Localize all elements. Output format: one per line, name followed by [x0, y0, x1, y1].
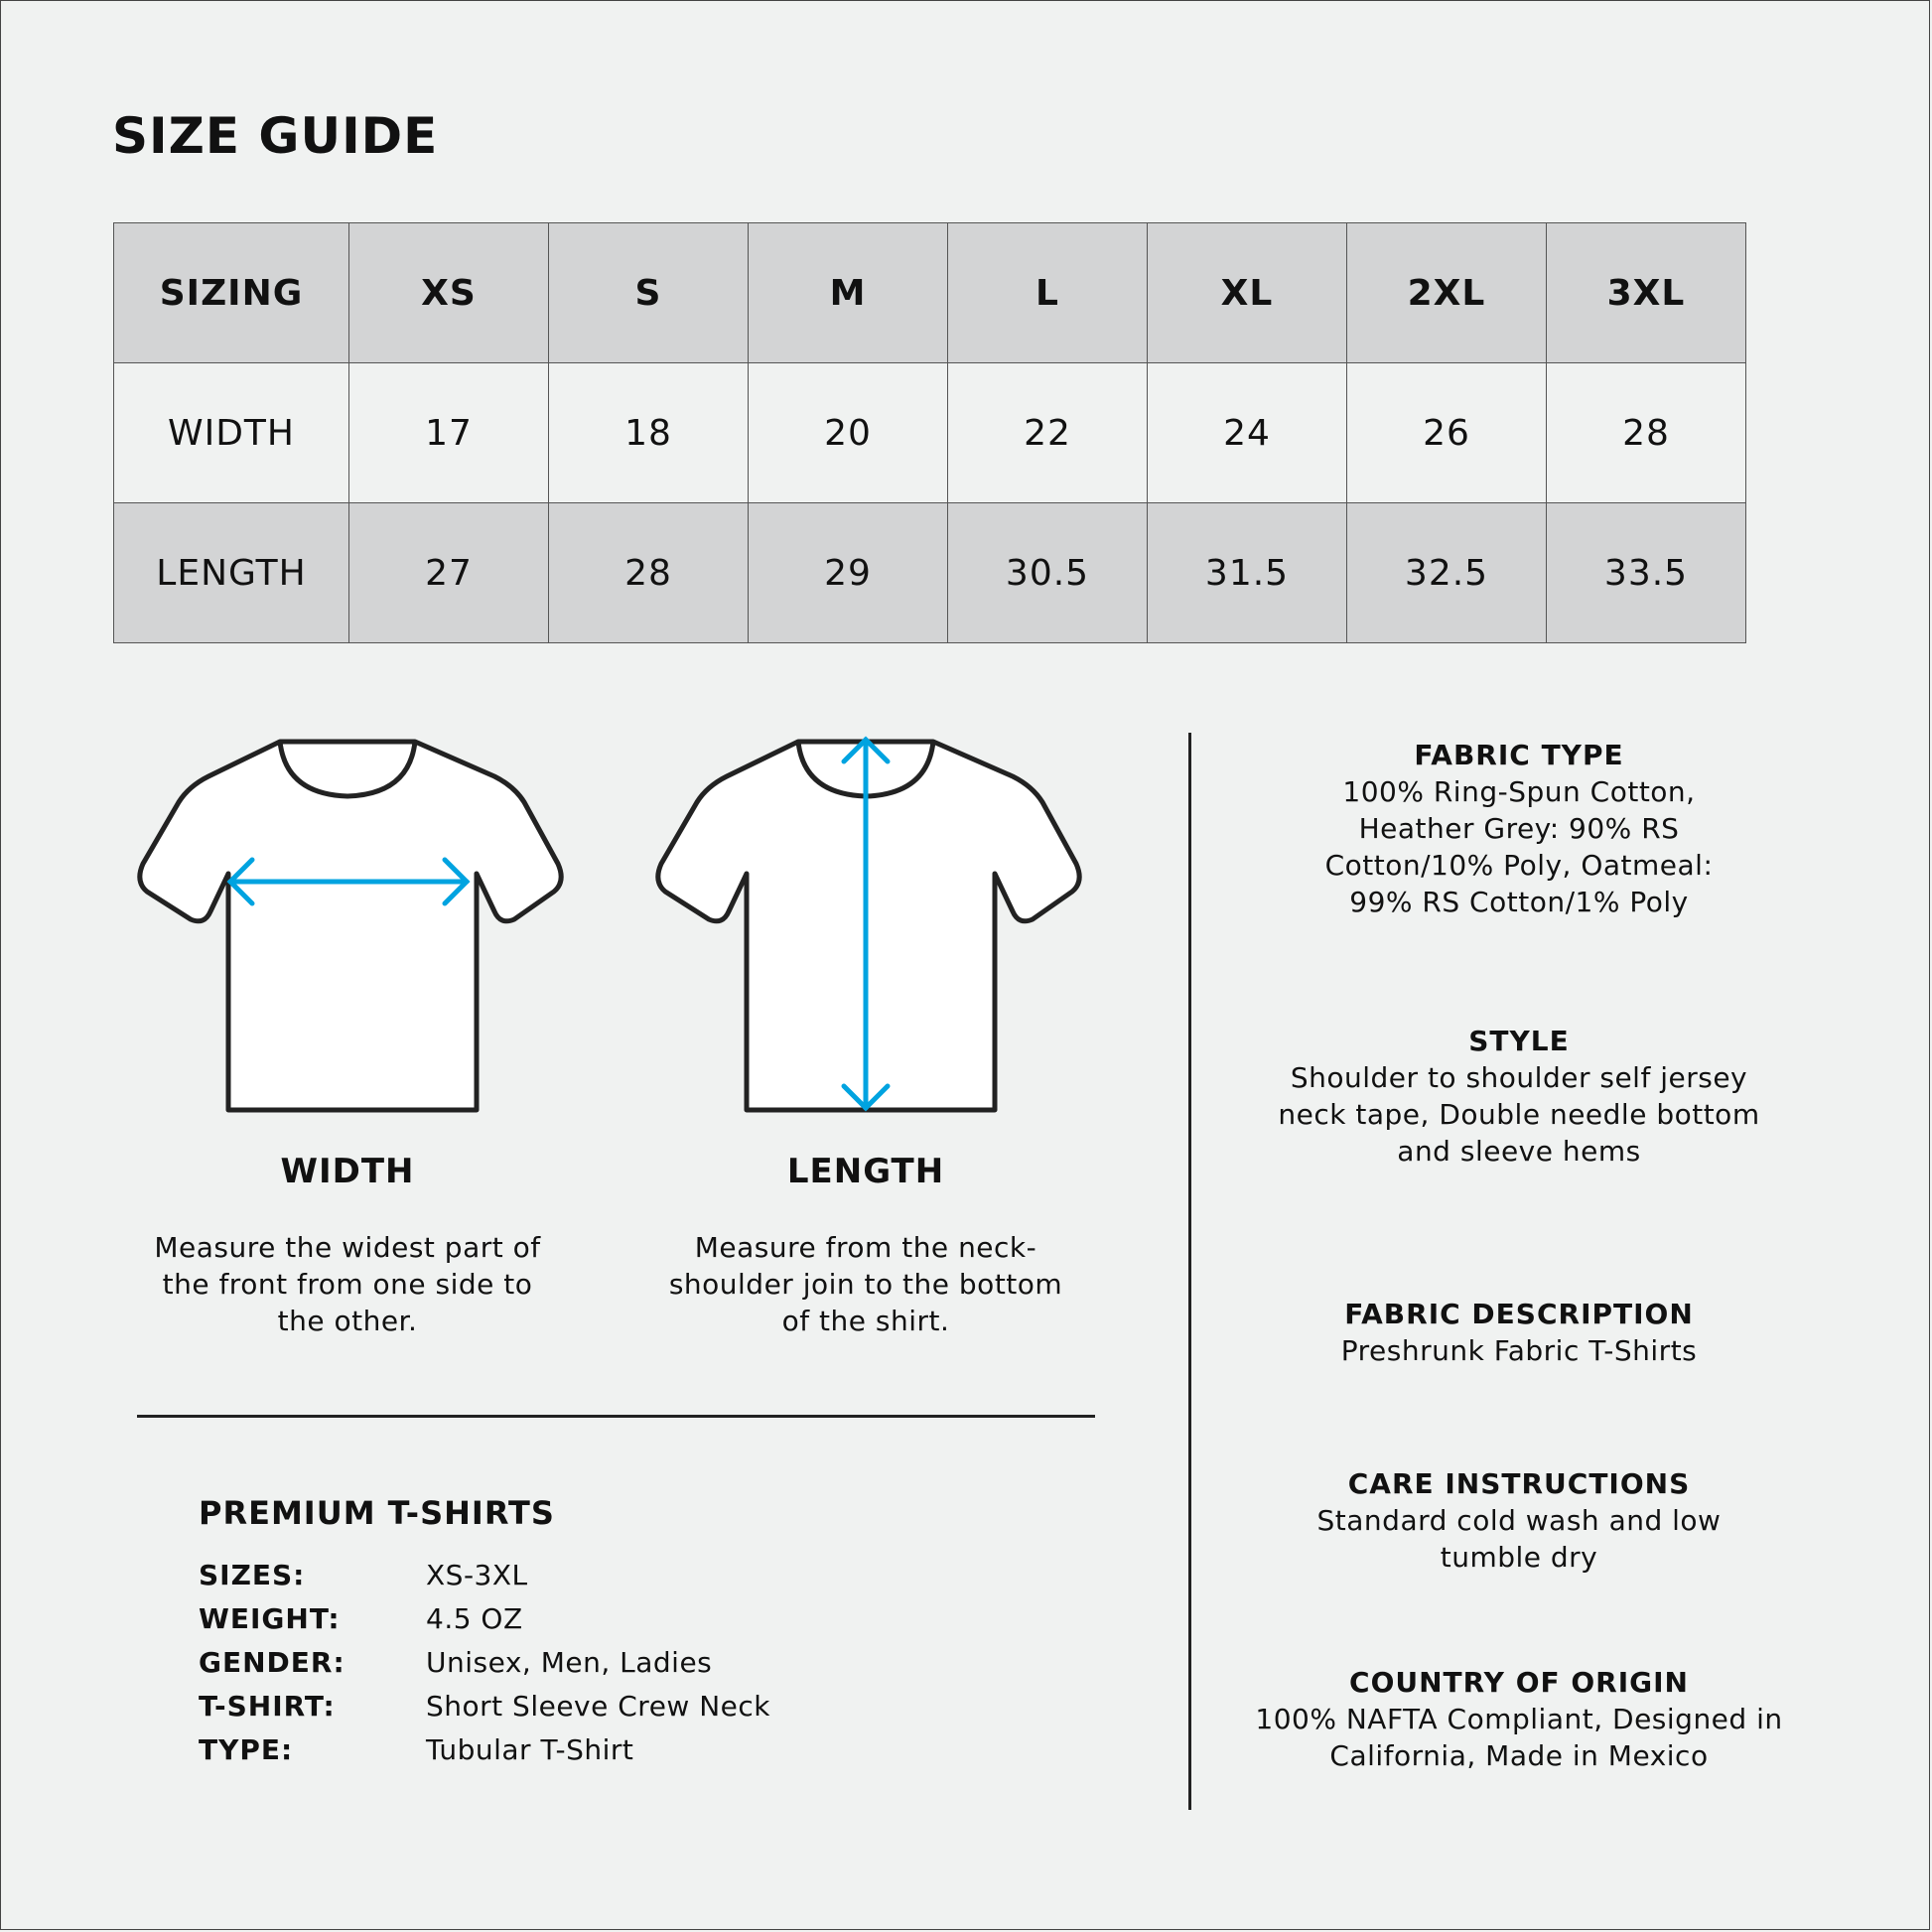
table-cell: 32.5 [1347, 503, 1547, 643]
table-cell: 28 [1547, 363, 1746, 503]
table-header-row [114, 223, 1746, 363]
info-heading: FABRIC DESCRIPTION [1344, 1298, 1694, 1330]
table-row-width [114, 363, 1746, 503]
table-cell: 28 [549, 503, 749, 643]
info-heading: CARE INSTRUCTIONS [1347, 1467, 1691, 1500]
spec-key: TYPE: [199, 1733, 294, 1766]
table-cell: 31.5 [1148, 503, 1347, 643]
spec-key: SIZES: [199, 1559, 306, 1591]
header-cell: L [948, 223, 1148, 363]
width-diagram-description: Measure the widest part of the front from one side to the other. [154, 1231, 541, 1337]
info-country-of-origin [1241, 1664, 1797, 1774]
header-cell: 3XL [1547, 223, 1746, 363]
spec-value: XS-3XL [426, 1559, 528, 1591]
header-cell: 2XL [1347, 223, 1547, 363]
product-title: PREMIUM T-SHIRTS [199, 1494, 555, 1532]
info-style [1271, 1023, 1767, 1170]
vertical-divider [1188, 733, 1191, 1810]
table-cell: 17 [349, 363, 549, 503]
info-text: Standard cold wash and low tumble dry [1316, 1504, 1722, 1574]
table-row-length [114, 503, 1746, 643]
info-text: 100% NAFTA Compliant, Designed in California, Made in Mexico [1255, 1703, 1783, 1772]
table-cell: 27 [349, 503, 549, 643]
table-cell: 33.5 [1547, 503, 1746, 643]
page-title: SIZE GUIDE [112, 107, 439, 165]
table-cell: 30.5 [948, 503, 1148, 643]
spec-key: WEIGHT: [199, 1602, 341, 1635]
header-cell: XL [1148, 223, 1347, 363]
spec-key: T-SHIRT: [199, 1690, 336, 1723]
spec-key: GENDER: [199, 1646, 345, 1679]
row-label: WIDTH [114, 363, 349, 503]
spec-value: Unisex, Men, Ladies [426, 1646, 713, 1679]
header-cell: XS [349, 223, 549, 363]
length-diagram-label: LENGTH [786, 1152, 945, 1191]
info-fabric-type [1291, 737, 1747, 920]
width-diagram-label: WIDTH [280, 1152, 415, 1191]
header-cell: SIZING [114, 223, 349, 363]
table-cell: 26 [1347, 363, 1547, 503]
header-cell: M [749, 223, 948, 363]
table-cell: 29 [749, 503, 948, 643]
table-cell: 24 [1148, 363, 1347, 503]
tshirt-length-diagram [647, 735, 1084, 1122]
tshirt-width-diagram [129, 735, 566, 1122]
row-label: LENGTH [114, 503, 349, 643]
header-cell: S [549, 223, 749, 363]
info-text: Preshrunk Fabric T-Shirts [1340, 1334, 1698, 1367]
spec-value: Short Sleeve Crew Neck [426, 1690, 770, 1723]
horizontal-divider [137, 1415, 1095, 1418]
spec-value: Tubular T-Shirt [426, 1733, 634, 1766]
info-care-instructions [1301, 1465, 1737, 1576]
info-heading: COUNTRY OF ORIGIN [1349, 1666, 1689, 1699]
table-cell: 22 [948, 363, 1148, 503]
table-cell: 18 [549, 363, 749, 503]
info-text: 100% Ring-Spun Cotton, Heather Grey: 90% RS Cotton/10% Poly, Oatmeal: 99% RS Cotton/1% Poly [1324, 775, 1714, 918]
info-heading: STYLE [1468, 1025, 1570, 1057]
size-table [113, 222, 1746, 643]
table-cell: 20 [749, 363, 948, 503]
length-diagram-description: Measure from the neck-shoulder join to the bottom of the shirt. [668, 1231, 1063, 1337]
info-heading: FABRIC TYPE [1414, 739, 1624, 771]
spec-value: 4.5 OZ [426, 1602, 523, 1635]
info-fabric-description [1231, 1296, 1807, 1369]
info-text: Shoulder to shoulder self jersey neck tape, Double needle bottom and sleeve hems [1278, 1061, 1760, 1168]
